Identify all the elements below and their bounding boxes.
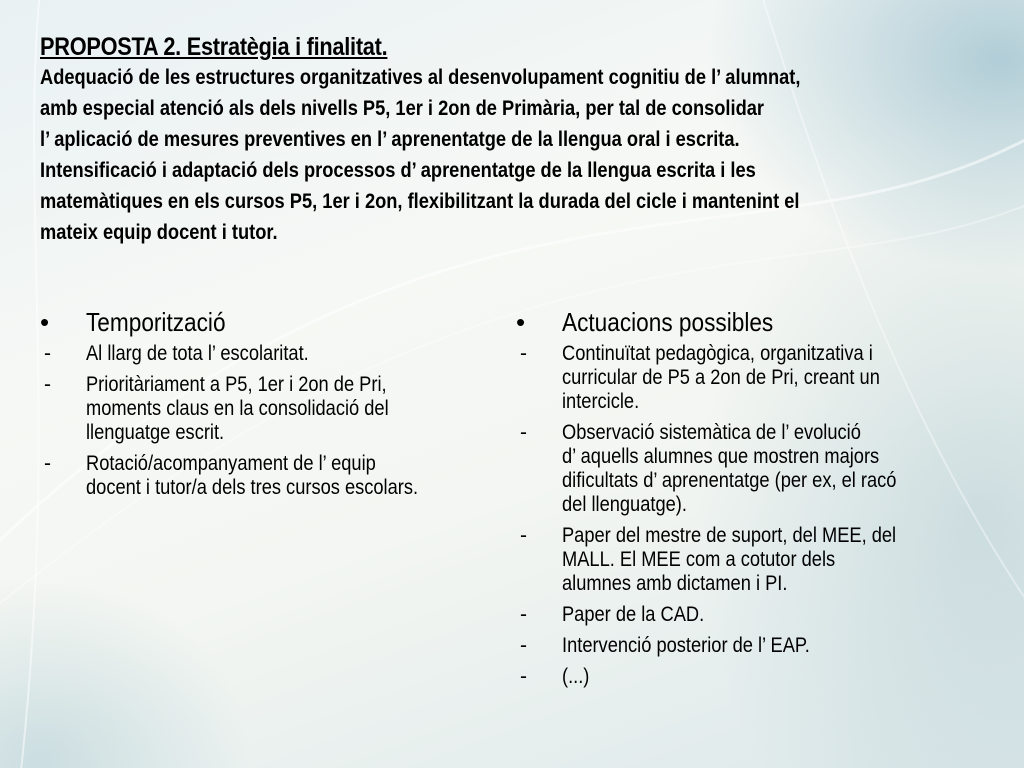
item-text xyxy=(562,421,946,517)
dash-icon: - xyxy=(44,373,51,396)
dash-icon: - xyxy=(520,634,527,657)
item-line: Intervenció posterior de l’ EAP. xyxy=(562,634,810,657)
item-line: Paper de la CAD. xyxy=(562,603,705,626)
list-item xyxy=(516,665,966,689)
heading-text: Temporització xyxy=(86,307,226,337)
right-column xyxy=(516,306,966,696)
dash-icon: - xyxy=(520,524,527,547)
bullet-icon: • xyxy=(40,307,50,337)
item-text xyxy=(86,452,468,500)
item-line: Continuïtat pedagògica, organitzativa i xyxy=(562,342,873,365)
item-text xyxy=(562,342,927,414)
subtitle-line: Intensificació i adaptació dels processos d’ aprenentatge de la llengua escrita i les xyxy=(40,159,756,182)
slide-subtitle xyxy=(40,62,980,248)
item-line: llenguatge escrit. xyxy=(86,421,225,444)
item-text xyxy=(562,665,594,689)
left-column-heading xyxy=(40,306,480,338)
item-line: intercicle. xyxy=(562,390,640,413)
item-line: MALL. El MEE com a cotutor dels xyxy=(562,548,836,571)
item-line: moments claus en la consolidació del xyxy=(86,397,389,420)
item-line: Prioritàriament a P5, 1er i 2on de Pri, xyxy=(86,373,387,396)
list-item xyxy=(516,342,966,414)
dash-icon: - xyxy=(44,342,51,365)
right-column-heading xyxy=(516,306,966,338)
dash-icon: - xyxy=(520,665,527,688)
item-line: docent i tutor/a dels tres cursos escolars. xyxy=(86,476,419,499)
item-line: dificultats d’ aprenentatge (per ex, el racó xyxy=(562,469,897,492)
subtitle-line: Adequació de les estructures organitzatives al desenvolupament cognitiu de l’ alumnat, xyxy=(40,66,801,89)
dash-icon: - xyxy=(520,603,527,626)
item-line: (...) xyxy=(562,665,590,688)
dash-icon: - xyxy=(520,421,527,444)
heading-text: Actuacions possibles xyxy=(562,307,774,337)
item-line: curricular de P5 a 2on de Pri, creant un xyxy=(562,366,880,389)
item-line: Observació sistemàtica de l’ evolució xyxy=(562,421,861,444)
item-line: Rotació/acompanyament de l’ equip xyxy=(86,452,376,475)
dash-icon: - xyxy=(520,342,527,365)
slide-title: PROPOSTA 2. Estratègia i finalitat. xyxy=(40,33,388,61)
item-text xyxy=(86,342,342,366)
item-text xyxy=(562,524,946,596)
subtitle-line: amb especial atenció als dels nivells P5, 1er i 2on de Primària, per tal de consolidar xyxy=(40,97,765,120)
list-item xyxy=(40,452,480,500)
list-item xyxy=(40,373,480,445)
item-text xyxy=(562,603,725,627)
title-block xyxy=(40,32,990,248)
list-item xyxy=(516,603,966,627)
subtitle-line: l’ aplicació de mesures preventives en l’ aprenentatge de la llengua oral i escrita. xyxy=(40,128,740,151)
list-item xyxy=(516,421,966,517)
bullet-icon: • xyxy=(516,307,526,337)
dash-icon: - xyxy=(44,452,51,475)
subtitle-line: matemàtiques en els cursos P5, 1er i 2on, flexibilitzant la durada del cicle i mantenint el xyxy=(40,190,800,213)
subtitle-line: mateix equip docent i tutor. xyxy=(40,221,278,244)
left-column xyxy=(40,306,480,507)
item-line: alumnes amb dictamen i PI. xyxy=(562,572,788,595)
list-item xyxy=(516,524,966,596)
item-line: Al llarg de tota l’ escolaritat. xyxy=(86,342,309,365)
list-item xyxy=(40,342,480,366)
item-text xyxy=(562,634,847,658)
item-line: d’ aquells alumnes que mostren majors xyxy=(562,445,880,468)
item-line: del llenguatge). xyxy=(562,493,687,516)
item-line: Paper del mestre de suport, del MEE, del xyxy=(562,524,897,547)
item-text xyxy=(86,373,434,445)
list-item xyxy=(516,634,966,658)
